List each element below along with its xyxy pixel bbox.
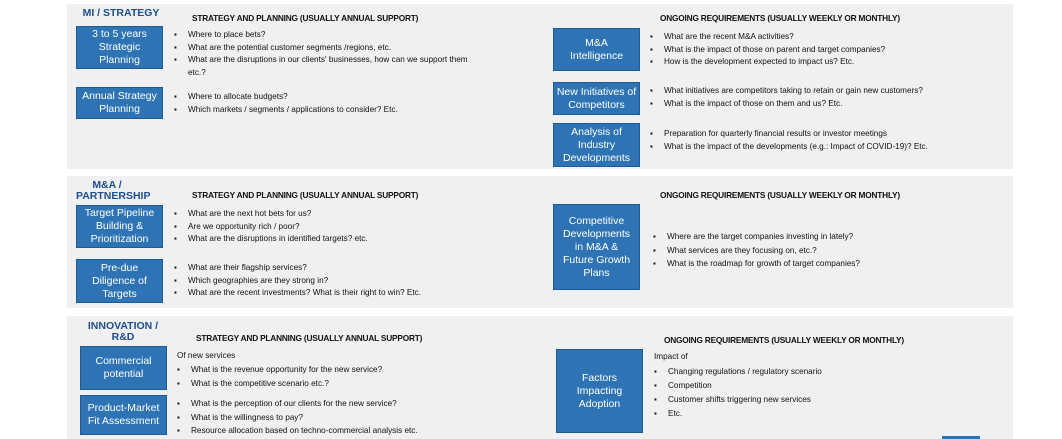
- bullets-annual-strategy: [174, 91, 474, 116]
- strategy-intro: Of new services: [177, 351, 236, 360]
- bullet: ▪ What initiatives are competitors taking to retain or gain new customers?: [650, 85, 935, 98]
- section-title: MI / STRATEGY: [82, 7, 160, 19]
- bullet: ▪ Customer shifts triggering new services: [654, 393, 954, 407]
- bullet: ▪ What is the roadmap for growth of target companies?: [653, 257, 953, 271]
- bullets-target-pipeline: [174, 208, 474, 246]
- bullet: ▪ What services are they focusing on, etc.?: [653, 244, 953, 258]
- bullet: ▪ Changing regulations / regulatory scenario: [654, 365, 954, 379]
- ongoing-header: ONGOING REQUIREMENTS (USUALLY WEEKLY OR MONTHLY): [664, 335, 904, 345]
- bullet: ▪ What are the next hot bets for us?: [174, 208, 474, 221]
- bullet: ▪ What are their flagship services?: [174, 262, 474, 275]
- box-annual-strategy: Annual Strategy Planning: [76, 87, 163, 119]
- bullet: ▪ Resource allocation based on techno-commercial analysis etc.: [177, 424, 477, 438]
- bullets-pre-due-diligence: [174, 262, 474, 300]
- bullet: ▪ What are the recent investments? What is their right to win? Etc.: [174, 287, 474, 300]
- box-factors-impacting-adoption: Factors Impacting Adoption: [556, 349, 643, 433]
- strategy-header: STRATEGY AND PLANNING (USUALLY ANNUAL SUPPORT): [192, 13, 419, 23]
- bullet: ▪ What is the impact of those on parent and target companies?: [650, 44, 950, 57]
- bullet: ▪ Where are the target companies investing in lately?: [653, 230, 953, 244]
- bullet: ▪ What is the impact of the developments (e.g.: Impact of COVID-19)? Etc.: [650, 141, 950, 154]
- ongoing-intro: Impact of: [654, 352, 688, 361]
- bullet: ▪ What is the willingness to pay?: [177, 411, 477, 425]
- bullet: ▪ Are we opportunity rich / poor?: [174, 221, 474, 234]
- bullets-commercial-potential: [177, 363, 477, 390]
- box-competitive-developments: Competitive Developments in M&A & Future Growth Plans: [553, 204, 640, 290]
- box-pre-due-diligence: Pre-due Diligence of Targets: [76, 259, 163, 303]
- bullet: ▪ Which markets / segments / applications to consider? Etc.: [174, 104, 474, 117]
- box-ma-intelligence: M&A Intelligence: [553, 28, 640, 71]
- bullet: ▪ What are the recent M&A activities?: [650, 31, 950, 44]
- bullet: ▪ What is the revenue opportunity for the new service?: [177, 363, 477, 377]
- box-strategic-planning: 3 to 5 years Strategic Planning: [76, 26, 163, 69]
- bullet: ▪ How is the development expected to impact us? Etc.: [650, 56, 950, 69]
- box-target-pipeline: Target Pipeline Building & Prioritization: [76, 205, 163, 248]
- strategy-header: STRATEGY AND PLANNING (USUALLY ANNUAL SUPPORT): [196, 333, 423, 343]
- box-industry-developments: Analysis of Industry Developments: [553, 123, 640, 167]
- bullet: ▪ Where to allocate budgets?: [174, 91, 474, 104]
- bullet: ▪ Preparation for quarterly financial results or investor meetings: [650, 128, 950, 141]
- bullets-competitive-developments: [653, 230, 953, 271]
- bullets-ma-intelligence: [650, 31, 950, 69]
- bullets-industry-developments: [650, 128, 950, 153]
- bullet: ▪ What is the impact of those on them and us? Etc.: [650, 98, 935, 111]
- box-commercial-potential: Commercial potential: [80, 346, 167, 390]
- bullet: ▪ What are the disruptions in identified targets? etc.: [174, 233, 474, 246]
- bullet: ▪ What is the competitive scenario etc.?: [177, 377, 477, 391]
- section-title: M&A / PARTNERSHIP: [76, 179, 151, 202]
- bullet: ▪ Etc.: [654, 407, 954, 421]
- strategy-header: STRATEGY AND PLANNING (USUALLY ANNUAL SUPPORT): [192, 190, 419, 200]
- bullets-new-initiatives: [650, 85, 935, 110]
- ongoing-header: ONGOING REQUIREMENTS (USUALLY WEEKLY OR MONTHLY): [660, 190, 900, 200]
- bullet: ▪ Where to place bets?: [174, 29, 474, 42]
- ongoing-header: ONGOING REQUIREMENTS (USUALLY WEEKLY OR MONTHLY): [660, 13, 900, 23]
- bullet: ▪ Which geographies are they strong in?: [174, 275, 474, 288]
- bullets-product-market-fit: [177, 397, 477, 438]
- box-product-market-fit: Product-Market Fit Assessment: [80, 395, 167, 435]
- section-title: INNOVATION / R&D: [87, 320, 159, 343]
- bullet: ▪ What are the potential customer segments /regions, etc.: [174, 42, 474, 55]
- bullet: ▪ What are the disruptions in our clients' businesses, how can we support them etc.?: [174, 54, 474, 79]
- bullets-strategic-planning: [174, 29, 474, 79]
- box-new-initiatives: New Initiatives of Competitors: [553, 82, 640, 115]
- bullet: ▪ Competition: [654, 379, 954, 393]
- bullet: ▪ What is the perception of our clients for the new service?: [177, 397, 477, 411]
- bullets-factors-impacting-adoption: [654, 365, 954, 421]
